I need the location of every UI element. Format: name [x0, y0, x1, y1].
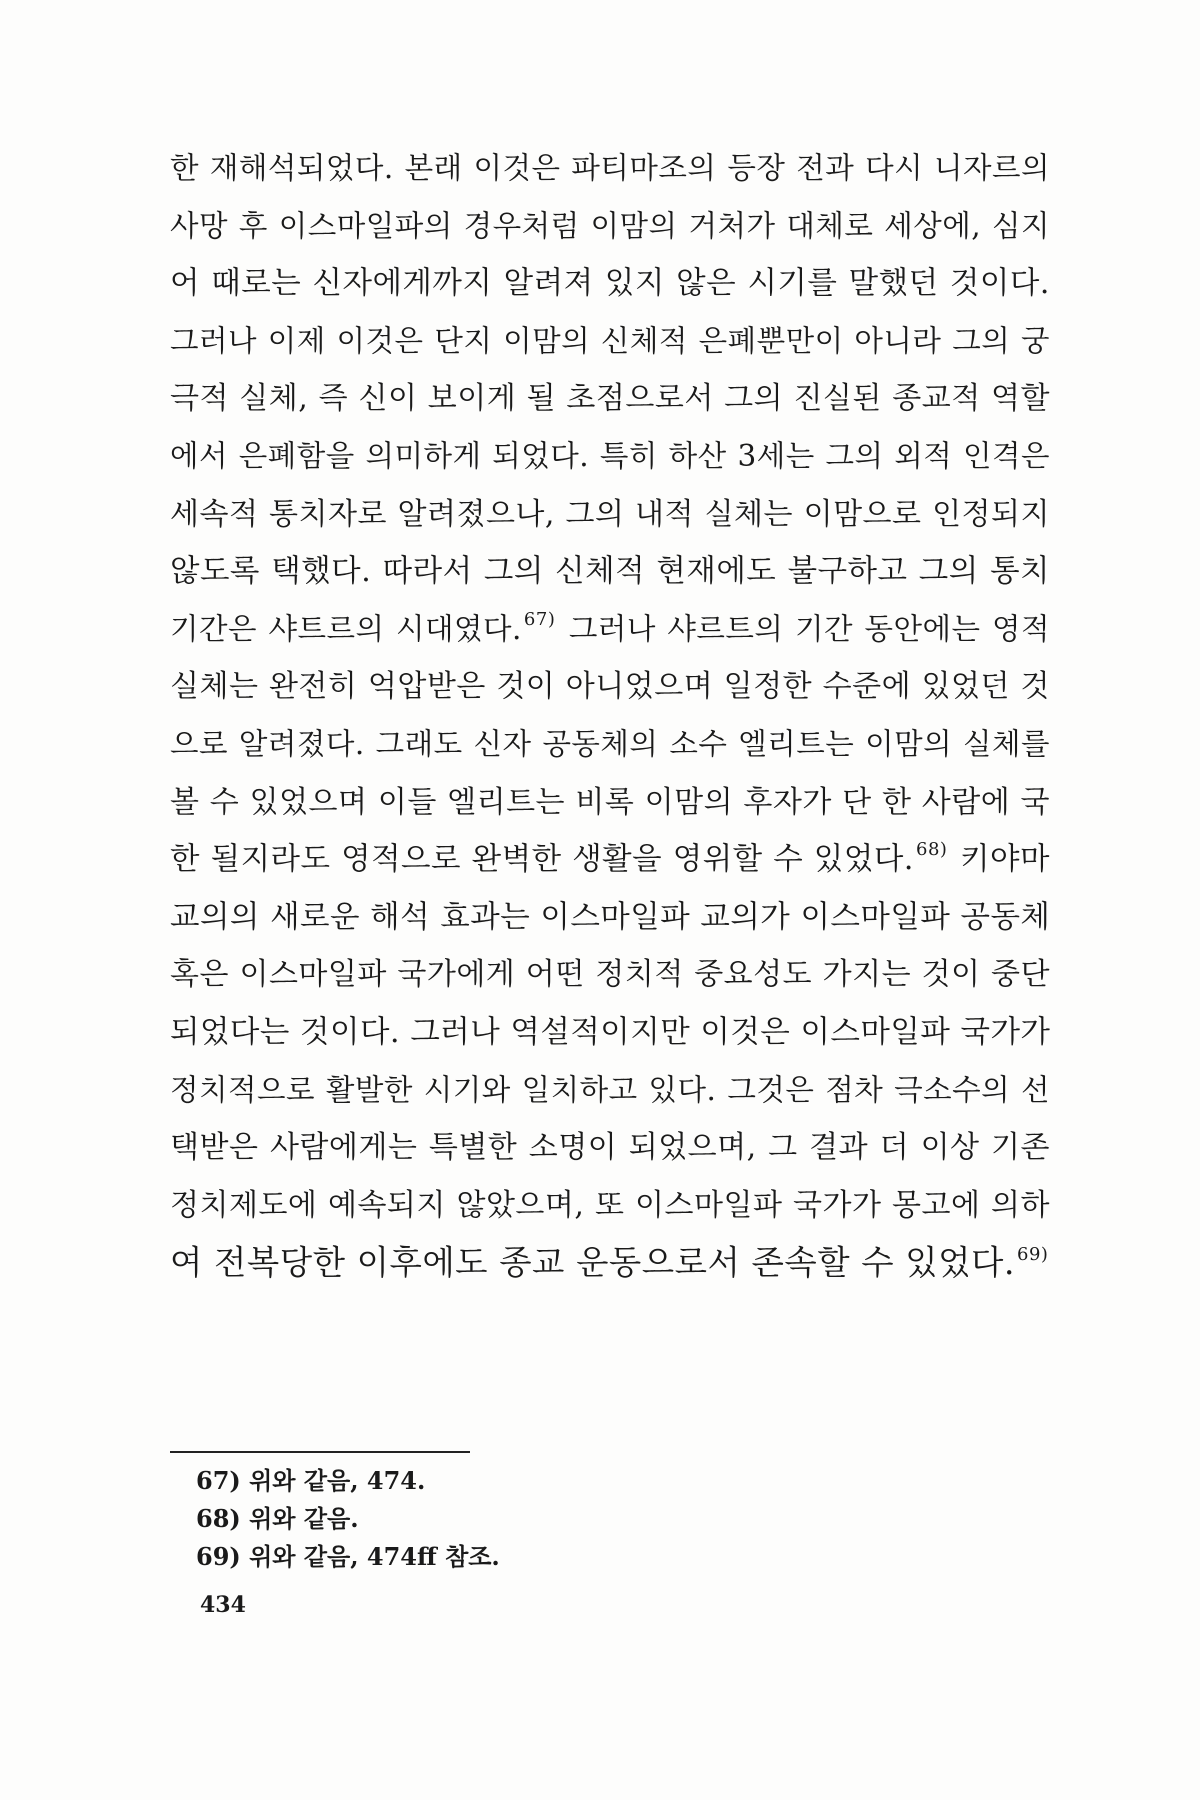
footnote-reference-69: 69): [1017, 1244, 1049, 1266]
footnote-reference-68: 68): [916, 839, 948, 861]
footnotes: [196, 1462, 996, 1576]
text-line: 기간은 샤트르의 시대였다. $^{67)}$ 그러나 샤르트의 기간 동안에는 영적: [170, 608, 1050, 646]
text-line: 되었다는 것이다. 그러나 역설적이지만 이것은 이스마일파 국가가: [170, 1014, 1051, 1050]
text-line: 실체는 완전히 억압받은 것이 아니었으며 일정한 수준에 있었던 것: [170, 669, 1050, 705]
footnote-divider: [170, 1451, 470, 1453]
page-number: 434: [200, 1592, 246, 1618]
text-line: 세속적 통치자로 알려졌으나, 그의 내적 실체는 이맘으로 인정되지: [170, 496, 1050, 532]
footnote-69: 69) 위와 같음, 474ff 참조.: [196, 1542, 500, 1571]
text-line: 극적 실체, 즉 신이 보이게 될 초점으로서 그의 진실된 종교적 역할: [170, 381, 1050, 417]
text-line: 교의의 새로운 해석 효과는 이스마일파 교의가 이스마일파 공동체: [170, 899, 1051, 935]
text-line: 택받은 사람에게는 특별한 소명이 되었으며, 그 결과 더 이상 기존: [170, 1130, 1050, 1166]
footnote-68: 68) 위와 같음.: [196, 1504, 359, 1533]
footnote-reference-67: 67): [523, 608, 556, 630]
text-line: 정치제도에 예속되지 않았으며, 또 이스마일파 국가가 몽고에 의하: [170, 1187, 1050, 1223]
text-line: 어 때로는 신자에게까지 알려져 있지 않은 시기를 말했던 것이다.: [170, 266, 1050, 302]
text-line: 볼 수 있었으며 이들 엘리트는 비록 이맘의 후자가 단 한 사람에 국: [170, 784, 1050, 820]
text-line: 정치적으로 활발한 시기와 일치하고 있다. 그것은 점차 극소수의 선: [170, 1072, 1050, 1107]
text-line: 사망 후 이스마일파의 경우처럼 이맘의 거처가 대체로 세상에, 심지: [170, 208, 1050, 243]
text-line: 한 재해석되었다. 본래 이것은 파티마조의 등장 전과 다시 니자르의: [170, 151, 1050, 185]
text-line: 않도록 택했다. 따라서 그의 신체적 현재에도 불구하고 그의 통치: [170, 554, 1050, 590]
text-line: 그러나 이제 이것은 단지 이맘의 신체적 은폐뿐만이 아니라 그의 궁: [170, 323, 1050, 358]
text-line: 여 전복당한 이후에도 종교 운동으로서 존속할 수 있었다. $^{69)}$: [170, 1243, 1049, 1283]
text-line: 에서 은폐함을 의미하게 되었다. 특히 하산 3세는 그의 외적 인격은: [170, 438, 1050, 473]
text-line: 혹은 이스마일파 국가에게 어떤 정치적 중요성도 가지는 것이 중단: [170, 957, 1050, 993]
text-line: 으로 알려졌다. 그래도 신자 공동체의 소수 엘리트는 이맘의 실체를: [170, 726, 1050, 761]
body-text: [170, 140, 1050, 1292]
text-line: 한 될지라도 영적으로 완벽한 생활을 영위할 수 있었다. $^{68)}$ 키야마: [170, 839, 1050, 878]
footnote-67: 67) 위와 같음, 474.: [196, 1466, 426, 1495]
